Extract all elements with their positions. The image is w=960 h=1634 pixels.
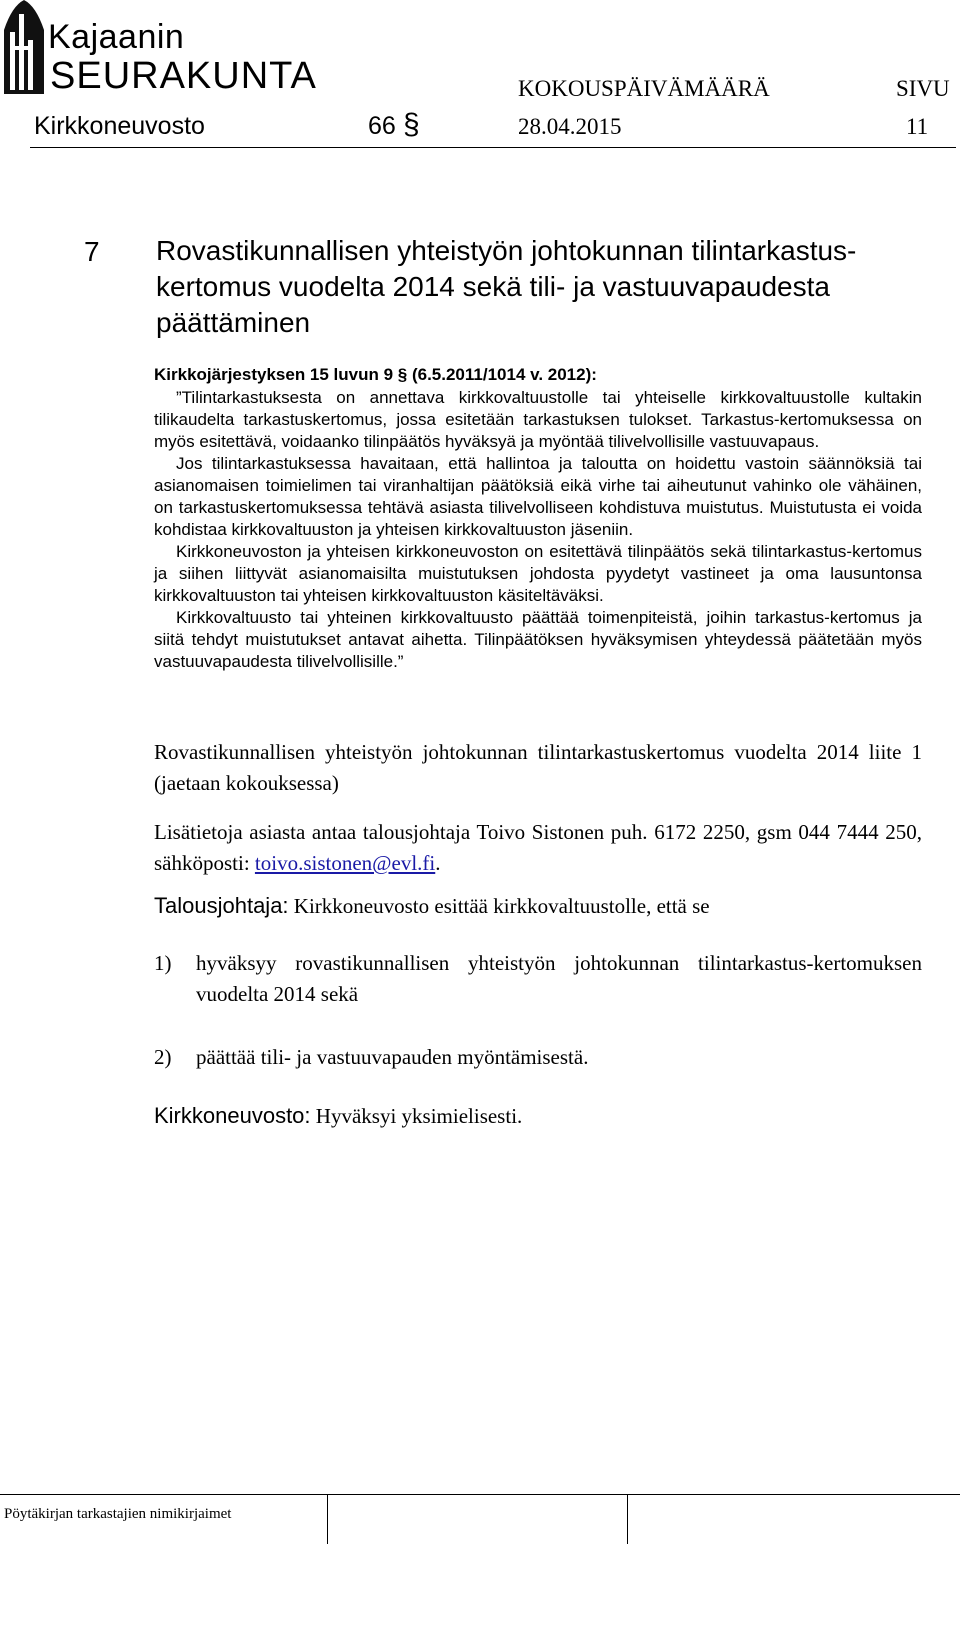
item-number: 7 (84, 236, 100, 267)
proposal-text: Kirkkoneuvosto esittää kirkkovaltuustolle, että se (288, 894, 710, 918)
attachment-note: Rovastikunnallisen yhteistyön johtokunnan tilintarkastuskertomus vuodelta 2014 liite 1 (jaetaan kokouksessa) (154, 740, 922, 795)
date-label: KOKOUSPÄIVÄMÄÄRÄ (518, 76, 770, 101)
contact-end: . (435, 851, 441, 875)
quote-paragraph: ”Tilintarkastuksesta on annettava kirkkovaltuustolle tai yhteiselle kirkkovaltuustolle kultakin tilikaudelta tarkastuskertomus, jossa esitetään tarkastuksen tulokset. Tarkastus-kertomuksessa on myös esitettävä, voidaanko tilinpäätös hyväksyä ja myöntää tilivelvollisille vastuuvapaus. (154, 388, 922, 451)
item-title: Rovastikunnallisen yhteistyön johtokunnan tilintarkastus-kertomus vuodelta 2014 sekä tili- ja vastuuvapaudesta päättäminen (156, 235, 857, 338)
meeting-date: 28.04.2015 (518, 114, 622, 139)
list-index: 1) (154, 951, 172, 975)
contact-info (154, 817, 922, 879)
law-reference: Kirkkojärjestyksen 15 luvun 9 § (6.5.2011/1014 v. 2012): (154, 365, 597, 384)
body-name: Kirkkoneuvosto (34, 112, 205, 140)
footer-divider (0, 1494, 960, 1495)
quote-paragraph: Jos tilintarkastuksessa havaitaan, että hallintoa ja taloutta on hoidettu vastoin säännöksiä tai asianomaisen toimielimen tai viranhaltijan päätöksiä eikä virhe tai aiheutunut vahinko ole vähäinen, on tarkastuskertomuksessa tehtävä asiasta tilivelvolliseen kohdistuva muistutus. Muistutusta ei voida kohdistaa kirkkovaltuuston ja yhteisen kirkkovaltuuston jäseniin. (154, 454, 922, 539)
list-item: hyväksyy rovastikunnallisen yhteistyön johtokunnan tilintarkastus-kertomuksen vuodelta 2014 sekä (196, 951, 922, 1006)
proposal-item-2 (154, 1042, 922, 1073)
paragraph-sign: § (403, 108, 420, 141)
quote-paragraph: Kirkkoneuvoston ja yhteisen kirkkoneuvoston on esitettävä tilinpäätös sekä tilintarkastus-kertomus ja siihen liittyvät asianomaisilta muistutuksen johdosta pyydetyt vastineet ja oma lausuntonsa kirkkovaltuuston tai yhteisen kirkkovaltuuston käsiteltäväksi. (154, 542, 922, 605)
logo-text-kajaanin: Kajaanin (48, 18, 185, 56)
law-quote (154, 387, 922, 673)
footer-cell-divider (627, 1494, 628, 1544)
proposal-label: Talousjohtaja: (154, 893, 289, 918)
page-label: SIVU (896, 76, 950, 101)
list-index: 2) (154, 1045, 172, 1069)
page-number: 11 (906, 114, 929, 139)
parish-logo (0, 0, 340, 100)
quote-paragraph: Kirkkovaltuusto tai yhteinen kirkkovaltuusto päättää toimenpiteistä, joihin tarkastus-kertomus ja siitä tehdyt muistutukset antavat aihetta. Tilinpäätöksen hyväksymisen yhteydessä päätetään myös vastuuvapaudesta tilivelvollisille.” (154, 608, 922, 671)
email-link[interactable]: toivo.sistonen@evl.fi (254, 851, 436, 875)
decision-text: Hyväksyi yksimielisesti. (310, 1104, 523, 1128)
decision (154, 1100, 922, 1132)
proposal (154, 890, 922, 922)
logo-text-seurakunta: SEURAKUNTA (50, 55, 317, 97)
header-divider (30, 147, 956, 148)
footer-cell-divider (327, 1494, 328, 1544)
proposal-item-1 (154, 948, 922, 1010)
section-number: 66 (368, 112, 396, 140)
list-item: päättää tili- ja vastuuvapauden myöntämisestä. (196, 1045, 589, 1069)
signature-label: Pöytäkirjan tarkastajien nimikirjaimet (4, 1506, 232, 1522)
decision-label: Kirkkoneuvosto: (154, 1103, 311, 1128)
contact-text: Lisätietoja asiasta antaa talousjohtaja Toivo Sistonen puh. 6172 2250, gsm 044 7444 250, sähköposti: (154, 820, 922, 875)
church-logo-icon (2, 0, 46, 94)
